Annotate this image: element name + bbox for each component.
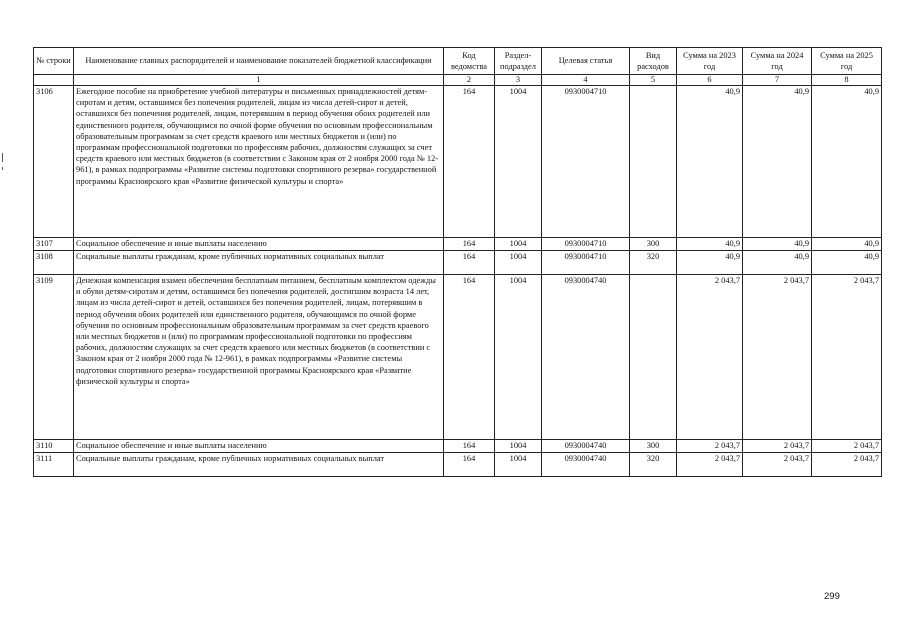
header-expense-type: Вид расходов <box>630 48 677 75</box>
row-target: 0930004710 <box>542 86 630 238</box>
row-number: 3109 <box>34 275 74 440</box>
row-sum-2024: 2 043,7 <box>743 440 812 453</box>
index-cell: 7 <box>743 75 812 86</box>
row-number: 3106 <box>34 86 74 238</box>
row-section: 1004 <box>495 86 542 238</box>
row-sum-2023: 40,9 <box>677 238 743 251</box>
index-cell: 8 <box>812 75 882 86</box>
row-section: 1004 <box>495 238 542 251</box>
row-name: Ежегодное пособие на приобретение учебной литературы и письменных принадлежностей детям-сиротам и детям, оставшимся без попечения родителей, лицам из числа детей-сирот и детей, оставшихся без попечения родителей, лицам, потерявшим в период обучения обоих родителей или единственного родителя, обучающимся по очной форме обучения по основным профессиональным образовательным программам за счет средств краевого или местных бюджетов и (или) по программам профессиональной подготовки по профессиям рабочих, должностям служащих за счет средств краевого или местных бюджетов (в соответствии с Законом края от 2 ноября 2000 года № 12-961), в рамках подпрограммы «Развитие системы подготовки спортивного резерва» государственной программы Красноярского края «Развитие физической культуры и спорта» <box>74 86 444 238</box>
row-sum-2024: 40,9 <box>743 251 812 275</box>
header-sum-2025: Сумма на 2025 год <box>812 48 882 75</box>
index-cell: 2 <box>444 75 495 86</box>
row-target: 0930004710 <box>542 238 630 251</box>
row-sum-2023: 2 043,7 <box>677 275 743 440</box>
row-section: 1004 <box>495 453 542 477</box>
row-dept-code: 164 <box>444 238 495 251</box>
row-sum-2023: 2 043,7 <box>677 453 743 477</box>
row-section: 1004 <box>495 440 542 453</box>
row-expense-type: 300 <box>630 440 677 453</box>
row-section: 1004 <box>495 251 542 275</box>
row-expense-type: 320 <box>630 453 677 477</box>
header-section: Раздел-подраздел <box>495 48 542 75</box>
row-dept-code: 164 <box>444 86 495 238</box>
table-row <box>34 275 882 440</box>
row-target: 0930004740 <box>542 440 630 453</box>
row-dept-code: 164 <box>444 251 495 275</box>
row-sum-2024: 40,9 <box>743 86 812 238</box>
table-row <box>34 238 882 251</box>
scan-margin-mark <box>2 167 3 170</box>
row-sum-2025: 2 043,7 <box>812 440 882 453</box>
row-dept-code: 164 <box>444 440 495 453</box>
row-sum-2024: 40,9 <box>743 238 812 251</box>
header-row-no: № строки <box>34 48 74 75</box>
row-expense-type: 320 <box>630 251 677 275</box>
header-sum-2023: Сумма на 2023 год <box>677 48 743 75</box>
row-name: Социальное обеспечение и иные выплаты населению <box>74 440 444 453</box>
budget-table <box>33 47 882 477</box>
table-row <box>34 86 882 238</box>
row-expense-type: 300 <box>630 238 677 251</box>
row-target: 0930004740 <box>542 275 630 440</box>
table-row <box>34 440 882 453</box>
header-sum-2024: Сумма на 2024 год <box>743 48 812 75</box>
row-expense-type <box>630 275 677 440</box>
row-name: Денежная компенсация взамен обеспечения бесплатным питанием, бесплатным комплектом одежды и обуви детям-сиротам и детям, оставшимся без попечения родителей, достигшим возраста 14 лет, лицам из числа детей-сирот и детей, оставшихся без попечения родителей, лицам, потерявшим в период обучения обоих родителей или единственного родителя, обучающимся по очной форме обучения по основным профессиональным образовательным программам за счет средств краевого или местных бюджетов и (или) по программам профессиональной подготовки по профессиям рабочих, должностям служащих за счет средств краевого или местных бюджетов (в соответствии с Законом края от 2 ноября 2000 года № 12-961), в рамках подпрограммы «Развитие системы подготовки спортивного резерва» государственной программы Красноярского края «Развитие физической культуры и спорта» <box>74 275 444 440</box>
table-row <box>34 453 882 477</box>
row-number: 3111 <box>34 453 74 477</box>
row-number: 3110 <box>34 440 74 453</box>
row-sum-2025: 40,9 <box>812 238 882 251</box>
index-cell-empty <box>34 75 74 86</box>
row-name: Социальные выплаты гражданам, кроме публичных нормативных социальных выплат <box>74 251 444 275</box>
header-row <box>34 48 882 75</box>
row-expense-type <box>630 86 677 238</box>
page-number: 299 <box>824 591 840 602</box>
row-section: 1004 <box>495 275 542 440</box>
index-cell: 6 <box>677 75 743 86</box>
index-cell: 4 <box>542 75 630 86</box>
row-sum-2025: 2 043,7 <box>812 275 882 440</box>
header-target: Целевая статья <box>542 48 630 75</box>
column-index-row <box>34 75 882 86</box>
row-target: 0930004710 <box>542 251 630 275</box>
index-cell: 1 <box>74 75 444 86</box>
row-sum-2024: 2 043,7 <box>743 453 812 477</box>
row-dept-code: 164 <box>444 453 495 477</box>
row-sum-2025: 40,9 <box>812 86 882 238</box>
row-name: Социальные выплаты гражданам, кроме публичных нормативных социальных выплат <box>74 453 444 477</box>
row-sum-2023: 40,9 <box>677 251 743 275</box>
header-name: Наименование главных распорядителей и наименование показателей бюджетной классификации <box>74 48 444 75</box>
row-sum-2025: 2 043,7 <box>812 453 882 477</box>
row-dept-code: 164 <box>444 275 495 440</box>
index-cell: 3 <box>495 75 542 86</box>
row-number: 3108 <box>34 251 74 275</box>
header-dept-code: Код ведомства <box>444 48 495 75</box>
index-cell: 5 <box>630 75 677 86</box>
row-sum-2025: 40,9 <box>812 251 882 275</box>
row-target: 0930004740 <box>542 453 630 477</box>
scan-margin-mark <box>2 153 3 162</box>
row-number: 3107 <box>34 238 74 251</box>
row-sum-2023: 2 043,7 <box>677 440 743 453</box>
row-name: Социальное обеспечение и иные выплаты населению <box>74 238 444 251</box>
row-sum-2024: 2 043,7 <box>743 275 812 440</box>
table-row <box>34 251 882 275</box>
row-sum-2023: 40,9 <box>677 86 743 238</box>
